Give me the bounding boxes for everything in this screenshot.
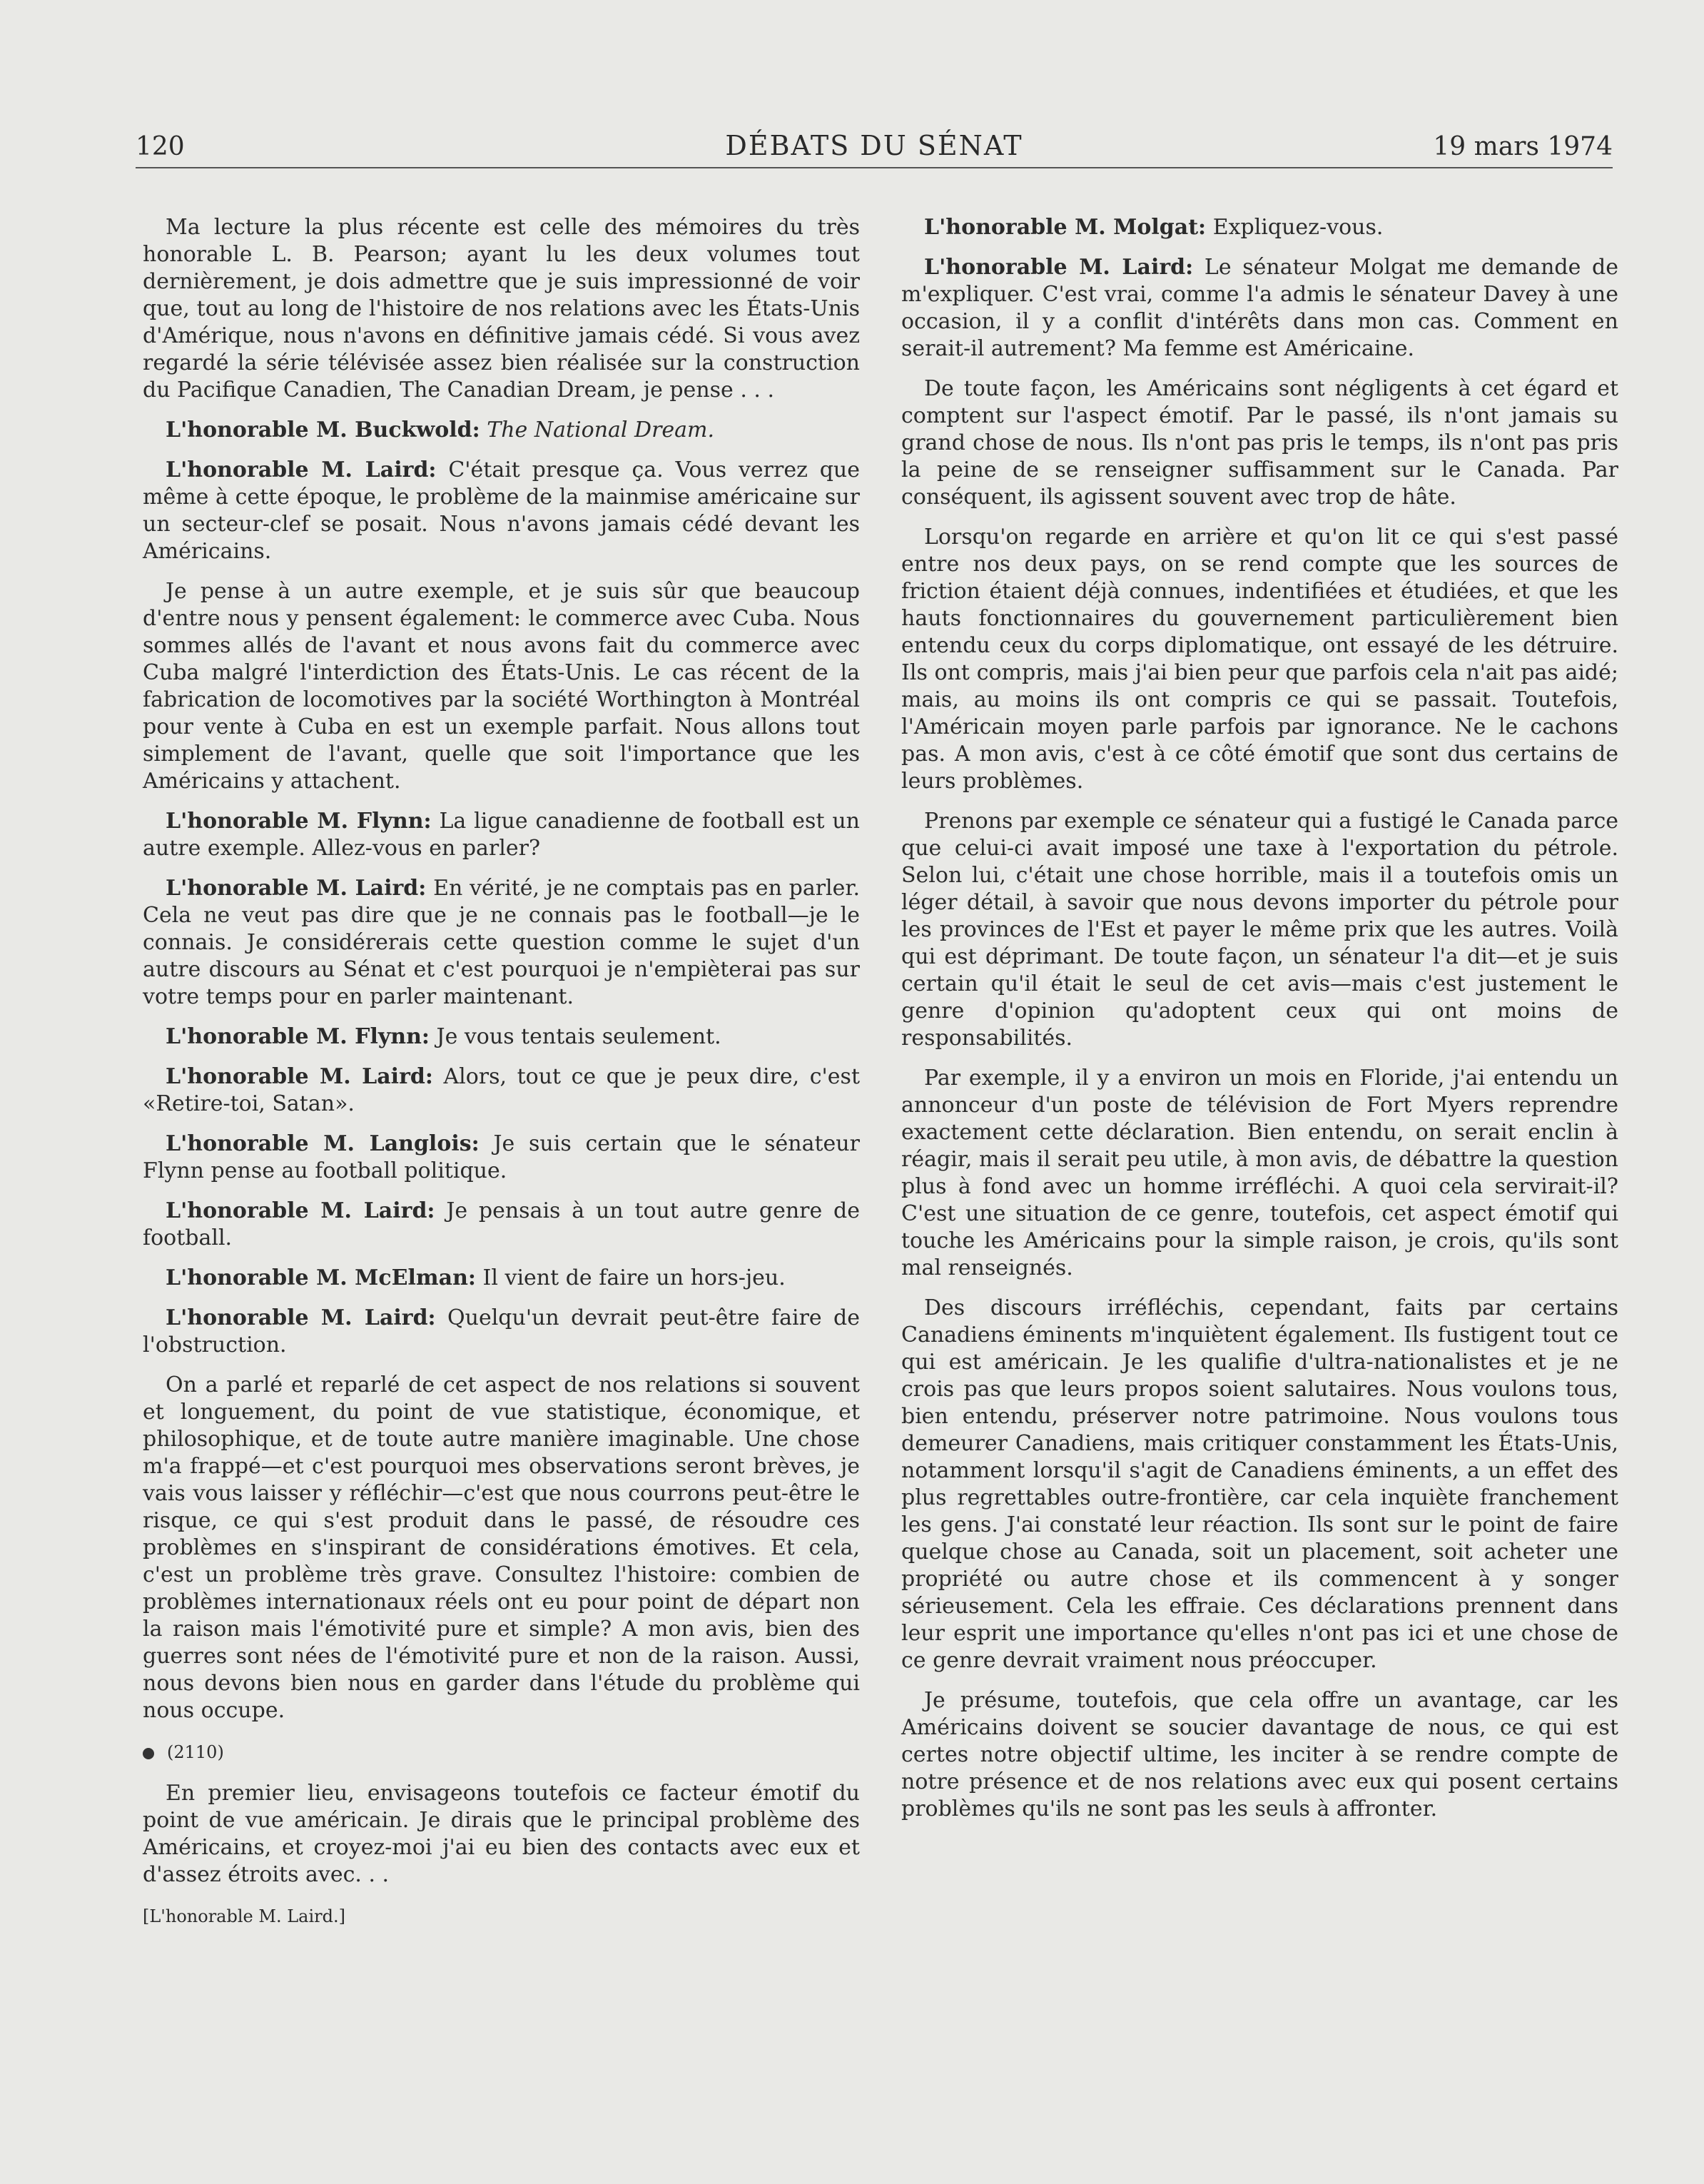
paragraph: De toute façon, les Américains sont négligents à cet égard et comptent sur l'aspect émotif. Par le passé, ils n'ont jamais su grand chose de nous. Ils n'ont pas pris le temps, ils n'ont pas pris la peine de se renseigner suffisamment sur le Canada. Par conséquent, ils agissent souvent avec trop de hâte. bbox=[901, 376, 1618, 510]
right-column bbox=[901, 214, 1618, 1836]
page-header bbox=[136, 123, 1613, 168]
speech-text: Le sénateur Molgat me demande de m'expliquer. C'est vrai, comme l'a admis le sénateur Davey à une occasion, il y a conflit d'intérêts dans mon cas. Comment en serait-il autrement? Ma femme est Américaine. bbox=[901, 255, 1618, 361]
paragraph: Par exemple, il y a environ un mois en Floride, j'ai entendu un annonceur d'un poste de télévision de Fort Myers reprendre exactement cette déclaration. Bien entendu, on serait enclin à réagir, mais il serait peu utile, à mon avis, de débattre la question plus à fond avec un homme irréfléchi. A quoi cela servirait-il? C'est une situation de ce genre, toutefois, cet aspect émotif qui touche les Américains pour la simple raison, je crois, qu'ils sont mal renseignés. bbox=[901, 1066, 1618, 1280]
speech-text: The National Dream. bbox=[487, 418, 715, 443]
speaker-name: L'honorable M. Laird: bbox=[166, 457, 437, 482]
speech bbox=[143, 1265, 860, 1292]
speech bbox=[143, 417, 860, 444]
speech-text: En vérité, je ne comptais pas en parler. Cela ne veut pas dire que je ne connais pas le football—je le connais. Je considérerais cette question comme le sujet d'un autre discours au Sénat et c'est pourquoi je n'empièterai pas sur votre temps pour en parler maintenant. bbox=[143, 876, 860, 1009]
speech bbox=[143, 875, 860, 1011]
speech-text: C'était presque ça. Vous verrez que même à cette époque, le problème de la mainmise américaine sur un secteur-clef se posait. Nous n'avons jamais cédé devant les Américains. bbox=[143, 457, 860, 564]
paragraph: En premier lieu, envisageons toutefois ce facteur émotif du point de vue américain. Je dirais que le principal problème des Américains, et croyez-moi j'ai eu bien des contacts avec eux et d'assez étroits avec. . . bbox=[143, 1781, 860, 1887]
speech bbox=[143, 808, 860, 862]
paragraph: Des discours irréfléchis, cependant, faits par certains Canadiens éminents m'inquiètent également. Ils fustigent tout ce qui est américain. Je les qualifie d'ultra-nationalistes et je ne crois pas que leurs propos soient salutaires. Nous voulons tous, bien entendu, préserver notre patrimoine. Nous voulons tous demeurer Canadiens, mais critiquer constamment les États-Unis, notamment lorsqu'il s'agit de Canadiens éminents, a un effet des plus regrettables outre-frontière, car cela inquiète franchement les gens. J'ai constaté leur réaction. Ils sont sur le point de faire quelque chose au Canada, soit un placement, soit acheter une propriété ou autre chose et ils commencent à y songer sérieusement. Cela les effraie. Ces déclarations prennent dans leur esprit une importance qu'elles n'ont pas ici et une chose de ce genre devrait vraiment nous préoccuper. bbox=[901, 1295, 1618, 1673]
speech bbox=[143, 1131, 860, 1185]
speech-text: Expliquez-vous. bbox=[1212, 215, 1384, 240]
paragraph: Lorsqu'on regarde en arrière et qu'on lit ce qui s'est passé entre nos deux pays, on se rend compte que les sources de friction étaient déjà connues, indentifiées et étudiées, et que les hauts fonctionnaires du gouvernement particulièrement bien entendu ceux du corps diplomatique, ont essayé de les détruire. Ils ont compris, mais j'ai bien peur que parfois cela n'ait pas aidé; mais, au moins ils ont compris ce qui se passait. Toutefois, l'Américain moyen parle parfois par ignorance. Ne le cachons pas. A mon avis, c'est à ce côté émotif que sont dus certains de leurs problèmes. bbox=[901, 525, 1618, 794]
speaker-name: L'honorable M. Laird: bbox=[166, 1064, 433, 1089]
time-marker-label: (2110) bbox=[167, 1742, 224, 1762]
speaker-name: L'honorable M. Flynn: bbox=[166, 1024, 430, 1049]
speaker-name: L'honorable M. Laird: bbox=[166, 876, 427, 901]
speech-text: La ligue canadienne de football est un autre exemple. Allez-vous en parler? bbox=[143, 809, 860, 861]
page-number: 120 bbox=[136, 132, 185, 161]
paragraph: Je pense à un autre exemple, et je suis sûr que beaucoup d'entre nous y pensent également: le commerce avec Cuba. Nous sommes allés de l'avant et nous avons fait du commerce avec Cuba malgré l'interdiction des États-Unis. Le cas récent de la fabrication de locomotives par la société Worthington à Montréal pour vente à Cuba en est un exemple parfait. Nous allons tout simplement de l'avant, quelle que soit l'importance que les Américains y attachent. bbox=[143, 579, 860, 794]
speech bbox=[901, 214, 1618, 241]
speaker-name: L'honorable M. Laird: bbox=[924, 255, 1194, 280]
speech-text: Il vient de faire un hors-jeu. bbox=[482, 1265, 786, 1290]
paragraph: Ma lecture la plus récente est celle des mémoires du très honorable L. B. Pearson; ayant lu les deux volumes tout dernièrement, je dois admettre que je suis impressionné de voir que, tout au long de l'histoire de nos relations avec les États-Unis d'Amérique, nous n'avons en définitive jamais cédé. Si vous avez regardé la série télévisée assez bien réalisée sur la construction du Pacifique Canadien, The Canadian Dream, je pense . . . bbox=[143, 215, 860, 403]
time-marker bbox=[143, 1739, 860, 1766]
left-column bbox=[143, 214, 860, 1930]
speech bbox=[143, 1023, 860, 1051]
speech bbox=[143, 1305, 860, 1359]
speech bbox=[143, 457, 860, 565]
speaker-name: L'honorable M. Laird: bbox=[166, 1198, 435, 1223]
speaker-name: L'honorable M. Buckwold: bbox=[166, 418, 480, 443]
speech bbox=[901, 254, 1618, 363]
publication-title: DÉBATS DU SÉNAT bbox=[725, 130, 1023, 161]
issue-date: 19 mars 1974 bbox=[1433, 132, 1613, 161]
speech-text: Je pensais à un tout autre genre de football. bbox=[143, 1198, 861, 1250]
bullet-icon bbox=[143, 1748, 154, 1759]
speaker-name: L'honorable M. McElman: bbox=[166, 1265, 476, 1290]
paragraph: On a parlé et reparlé de cet aspect de nos relations si souvent et longuement, du point de vue statistique, économique, et philosophique, et de toute autre manière imaginable. Une chose m'a frappé—et c'est pourquoi mes observations seront brèves, je vais vous laisser y réfléchir—c'est que nous courrons peut-être le risque, ce qui s'est produit dans le passé, de résoudre ces problèmes en s'inspirant de considérations émotives. Et cela, c'est un problème très grave. Consultez l'histoire: combien de problèmes internationaux réels ont eu pour point de départ non la raison mais l'émotivité pure et simple? A mon avis, bien des guerres sont nées de l'émotivité pure et non de la raison. Aussi, nous devons bien nous en garder dans l'étude du problème qui nous occupe. bbox=[143, 1372, 860, 1723]
speech-text: Alors, tout ce que je peux dire, c'est «Retire-toi, Satan». bbox=[143, 1064, 860, 1116]
paragraph: Je présume, toutefois, que cela offre un avantage, car les Américains doivent se soucier davantage de nous, ce qui est certes notre objectif ultime, les inciter à se rendre compte de notre présence et de nos relations avec eux qui posent certains problèmes qu'ils ne sont pas les seuls à affronter. bbox=[901, 1688, 1618, 1821]
speech-text: Je suis certain que le sénateur Flynn pense au football politique. bbox=[143, 1131, 860, 1183]
speaker-footnote: [L'honorable M. Laird.] bbox=[143, 1906, 345, 1926]
speaker-name: L'honorable M. Laird: bbox=[166, 1305, 436, 1330]
speaker-name: L'honorable M. Flynn: bbox=[166, 809, 432, 834]
paragraph: Prenons par exemple ce sénateur qui a fustigé le Canada parce que celui-ci avait imposé une taxe à l'exportation du pétrole. Selon lui, c'était une chose horrible, mais il a toutefois omis un léger détail, à savoir que nous devons importer du pétrole pour les provinces de l'Est et payer le même prix que les autres. Voilà qui est déprimant. De toute façon, un sénateur l'a dit—et je suis certain qu'il était le seul de cet avis—mais c'est justement le genre d'opinion qu'adoptent ceux qui ont moins de responsabilités. bbox=[901, 809, 1618, 1051]
speaker-name: L'honorable M. Langlois: bbox=[166, 1131, 480, 1156]
speech bbox=[143, 1198, 860, 1252]
speech-text: Quelqu'un devrait peut-être faire de l'obstruction. bbox=[143, 1305, 861, 1358]
speaker-name: L'honorable M. Molgat: bbox=[924, 215, 1207, 240]
speech-text: Je vous tentais seulement. bbox=[436, 1024, 721, 1049]
speech bbox=[143, 1063, 860, 1118]
